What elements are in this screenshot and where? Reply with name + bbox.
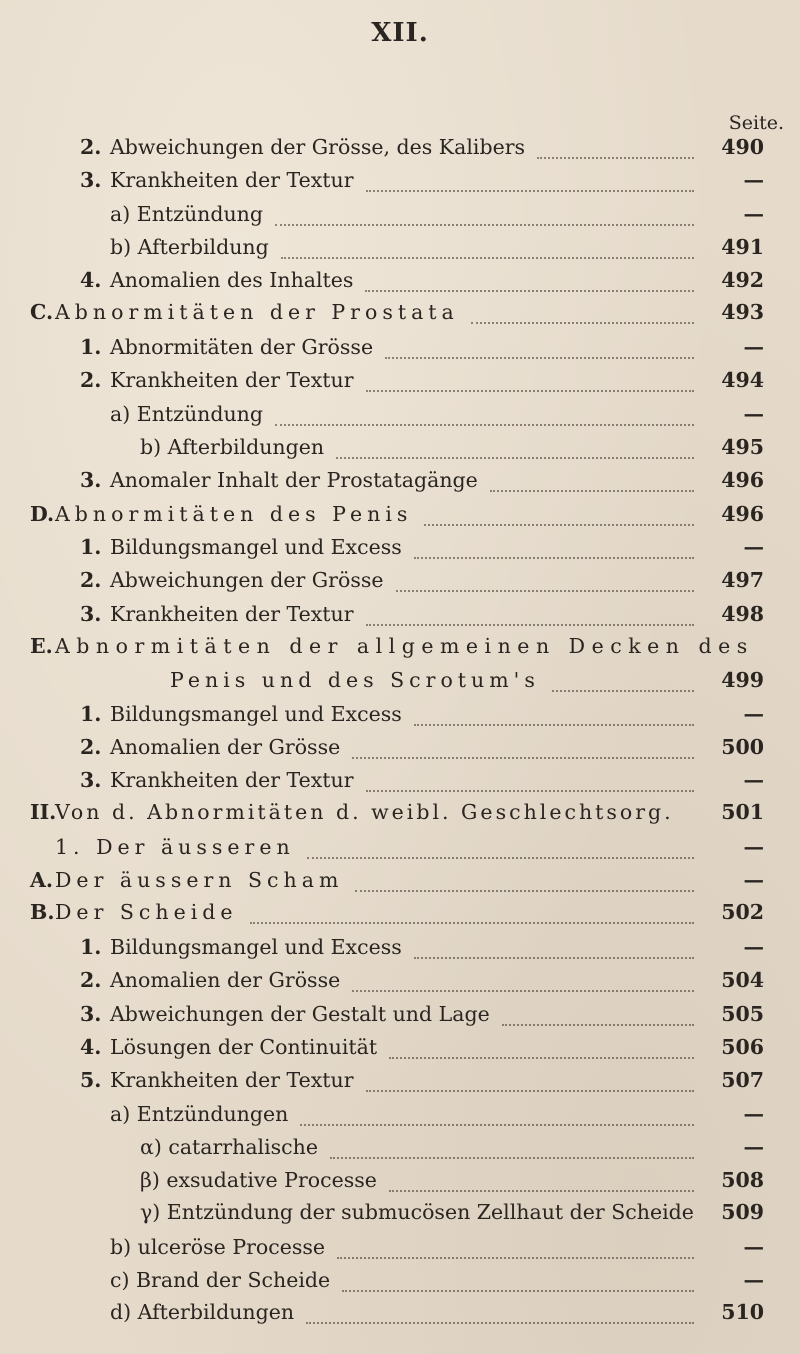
toc-entry-title: a) Entzündungen: [110, 1102, 289, 1126]
toc-entry-marker: 3.: [80, 768, 102, 792]
toc-entry-page-number: —: [743, 1235, 764, 1259]
toc-entry-title: γ) Entzündung der submucösen Zellhaut der Scheide: [140, 1200, 694, 1224]
toc-entry-page-number: 501: [721, 800, 764, 824]
toc-dot-leader: [414, 945, 694, 959]
toc-entry: [0, 202, 800, 236]
toc-entry: [0, 1068, 800, 1102]
toc-entry: [0, 1035, 800, 1069]
toc-entry-page-number: —: [743, 1135, 764, 1159]
toc-entry-title: a) Entzündung: [110, 202, 263, 226]
toc-entry-marker: 5.: [80, 1068, 102, 1092]
toc-dot-leader: [471, 310, 694, 324]
toc-entry-page-number: —: [743, 535, 764, 559]
toc-dot-leader: [281, 245, 694, 259]
toc-entry-page-number: —: [743, 935, 764, 959]
toc-entry-page-number: —: [743, 202, 764, 226]
toc-dot-leader: [306, 1310, 694, 1324]
toc-entry-marker: 2.: [80, 568, 102, 592]
toc-entry-page-number: —: [743, 702, 764, 726]
toc-entry-page-number: 496: [721, 502, 764, 526]
toc-entry-page-number: 506: [721, 1035, 764, 1059]
toc-entry-page-number: 507: [721, 1068, 764, 1092]
toc-dot-leader: [366, 612, 694, 626]
toc-dot-leader: [414, 712, 694, 726]
toc-dot-leader: [307, 845, 694, 859]
toc-entry: [0, 268, 800, 302]
toc-entry-page-number: —: [743, 835, 764, 859]
toc-entry-page-number: —: [743, 168, 764, 192]
toc-entry-title: α) catarrhalische: [140, 1135, 318, 1159]
toc-dot-leader: [365, 278, 694, 292]
toc-entry-title: b) Afterbildung: [110, 235, 269, 259]
toc-entry-marker: 2.: [80, 368, 102, 392]
toc-dot-leader: [389, 1045, 694, 1059]
toc-entry-page-number: 490: [721, 135, 764, 159]
page-number-roman: XII.: [371, 18, 429, 48]
toc-dot-leader: [352, 978, 694, 992]
toc-entry-title: Krankheiten der Textur: [110, 1068, 354, 1092]
toc-entry-title: Abweichungen der Gestalt und Lage: [110, 1002, 490, 1026]
toc-dot-leader: [366, 178, 694, 192]
toc-entry-marker: 3.: [80, 468, 102, 492]
toc-entry-title: Der Scheide: [55, 900, 238, 924]
toc-entry-page-number: 508: [721, 1168, 764, 1192]
toc-entry-page-number: 498: [721, 602, 764, 626]
toc-entry: [0, 435, 800, 469]
toc-dot-leader: [275, 412, 694, 426]
toc-entry-title: Abnormitäten der Prostata: [55, 300, 459, 324]
toc-entry: [0, 535, 800, 569]
toc-entry: [0, 702, 800, 736]
toc-entry: [0, 368, 800, 402]
toc-entry-marker: D.: [30, 502, 55, 526]
toc-entry-page-number: —: [743, 868, 764, 892]
toc-entry-page-number: —: [743, 335, 764, 359]
toc-entry-page-number: 499: [721, 668, 764, 692]
toc-entry-page-number: 491: [721, 235, 764, 259]
toc-entry-title: b) Afterbildungen: [140, 435, 325, 459]
toc-entry: [0, 568, 800, 602]
toc-entry: [0, 335, 800, 369]
toc-entry-title: Krankheiten der Textur: [110, 768, 354, 792]
toc-entry: [0, 668, 800, 702]
toc-entry: [0, 235, 800, 269]
toc-entry: [0, 1300, 800, 1334]
toc-dot-leader: [502, 1012, 694, 1026]
toc-entry-marker: E.: [30, 634, 53, 658]
toc-entry-page-number: 497: [721, 568, 764, 592]
toc-entry-marker: 4.: [80, 268, 102, 292]
toc-entry-page-number: 496: [721, 468, 764, 492]
toc-entry: [0, 602, 800, 636]
toc-entry-title: Penis und des Scrotum's: [170, 668, 540, 692]
toc-entry-page-number: —: [743, 768, 764, 792]
toc-dot-leader: [352, 745, 694, 759]
toc-entry-page-number: 493: [721, 300, 764, 324]
toc-entry-marker: 3.: [80, 1002, 102, 1026]
toc-entry-title: Krankheiten der Textur: [110, 602, 354, 626]
toc-entry: [0, 1200, 800, 1234]
toc-entry-title: Anomalien des Inhaltes: [110, 268, 354, 292]
toc-entry-marker: B.: [30, 900, 55, 924]
toc-entry: [0, 935, 800, 969]
toc-entry-title: Abweichungen der Grösse, des Kalibers: [110, 135, 526, 159]
toc-dot-leader: [300, 1112, 694, 1126]
toc-entry-marker: 1.: [80, 935, 102, 959]
toc-entry-marker: II.: [30, 800, 57, 824]
toc-entry-marker: 4.: [80, 1035, 102, 1059]
toc-entry-title: Bildungsmangel und Excess: [110, 935, 402, 959]
toc-entry-title: Abnormitäten des Penis: [55, 502, 413, 526]
toc-entry: [0, 468, 800, 502]
toc-entry: [0, 735, 800, 769]
toc-entry-title: Bildungsmangel und Excess: [110, 702, 402, 726]
toc-entry: [0, 1235, 800, 1269]
toc-dot-leader: [355, 878, 694, 892]
toc-entry-marker: 1.: [80, 535, 102, 559]
toc-dot-leader: [424, 512, 694, 526]
toc-dot-leader: [396, 578, 694, 592]
toc-entry: [0, 968, 800, 1002]
toc-entry-marker: 1.: [80, 702, 102, 726]
toc-entry-title: Lösungen der Continuität: [110, 1035, 378, 1059]
toc-entry-title: Anomalien der Grösse: [110, 735, 341, 759]
toc-entry-title: Abweichungen der Grösse: [110, 568, 384, 592]
toc-entry-page-number: 494: [721, 368, 764, 392]
toc-entry: [0, 1135, 800, 1169]
toc-dot-leader: [337, 1245, 694, 1259]
toc-dot-leader: [330, 1145, 694, 1159]
toc-entry: [0, 768, 800, 802]
toc-entry-title: Abnormitäten der Grösse: [110, 335, 374, 359]
toc-entry: [0, 168, 800, 202]
toc-entry: [0, 1168, 800, 1202]
toc-entry-title: β) exsudative Processe: [140, 1168, 377, 1192]
toc-entry-title: c) Brand der Scheide: [110, 1268, 331, 1292]
toc-entry: [0, 835, 800, 869]
toc-entry-page-number: 510: [721, 1300, 764, 1324]
toc-entry: [0, 502, 800, 536]
toc-entry: [0, 800, 800, 834]
toc-entry-page-number: 502: [721, 900, 764, 924]
toc-entry-page-number: 504: [721, 968, 764, 992]
toc-entry-page-number: —: [743, 1102, 764, 1126]
toc-dot-leader: [414, 545, 694, 559]
toc-entry-title: Anomalien der Grösse: [110, 968, 341, 992]
toc-entry: [0, 135, 800, 169]
toc-entry-title: Von d. Abnormitäten d. weibl. Geschlechtsorg.: [55, 800, 674, 824]
toc-entry-page-number: 495: [721, 435, 764, 459]
seite-column-label: Seite.: [728, 112, 784, 134]
toc-entry-marker: 2.: [80, 135, 102, 159]
toc-entry-marker: 1.: [80, 335, 102, 359]
toc-entry-marker: 2.: [80, 735, 102, 759]
toc-entry-marker: A.: [30, 868, 54, 892]
toc-entry-page-number: —: [743, 402, 764, 426]
toc-dot-leader: [490, 478, 694, 492]
toc-entry-marker: 3.: [80, 168, 102, 192]
toc-dot-leader: [275, 212, 694, 226]
toc-dot-leader: [336, 445, 694, 459]
toc-entry: [0, 1268, 800, 1302]
toc-dot-leader: [385, 345, 694, 359]
toc-dot-leader: [250, 910, 694, 924]
toc-entry-title: a) Entzündung: [110, 402, 263, 426]
toc-entry-title: Der äussern Scham: [55, 868, 344, 892]
toc-entry: [0, 900, 800, 934]
toc-entry-title: Abnormitäten der allgemeinen Decken des: [55, 634, 754, 658]
toc-dot-leader: [537, 145, 694, 159]
toc-entry-title: Krankheiten der Textur: [110, 168, 354, 192]
toc-entry-page-number: 509: [721, 1200, 764, 1224]
toc-dot-leader: [389, 1178, 694, 1192]
toc-entry-marker: 3.: [80, 602, 102, 626]
toc-entry-marker: 2.: [80, 968, 102, 992]
toc-dot-leader: [366, 1078, 694, 1092]
toc-dot-leader: [366, 378, 694, 392]
toc-entry: [0, 1002, 800, 1036]
toc-entry-title: Anomaler Inhalt der Prostatagänge: [110, 468, 478, 492]
toc-entry-title: b) ulceröse Processe: [110, 1235, 326, 1259]
toc-entry: [0, 300, 800, 334]
toc-entry-page-number: —: [743, 1268, 764, 1292]
toc-entry-title: 1. Der äusseren: [55, 835, 295, 859]
toc-entry-title: Krankheiten der Textur: [110, 368, 354, 392]
toc-dot-leader: [552, 678, 694, 692]
toc-entry-title: d) Afterbildungen: [110, 1300, 295, 1324]
toc-dot-leader: [366, 778, 694, 792]
toc-entry-marker: C.: [30, 300, 54, 324]
toc-entry: [0, 634, 800, 668]
toc-dot-leader: [342, 1278, 694, 1292]
toc-entry-page-number: 500: [721, 735, 764, 759]
toc-entry-title: Bildungsmangel und Excess: [110, 535, 402, 559]
toc-entry-page-number: 492: [721, 268, 764, 292]
toc-entry-page-number: 505: [721, 1002, 764, 1026]
toc-entry: [0, 402, 800, 436]
toc-entry: [0, 868, 800, 902]
toc-entry: [0, 1102, 800, 1136]
